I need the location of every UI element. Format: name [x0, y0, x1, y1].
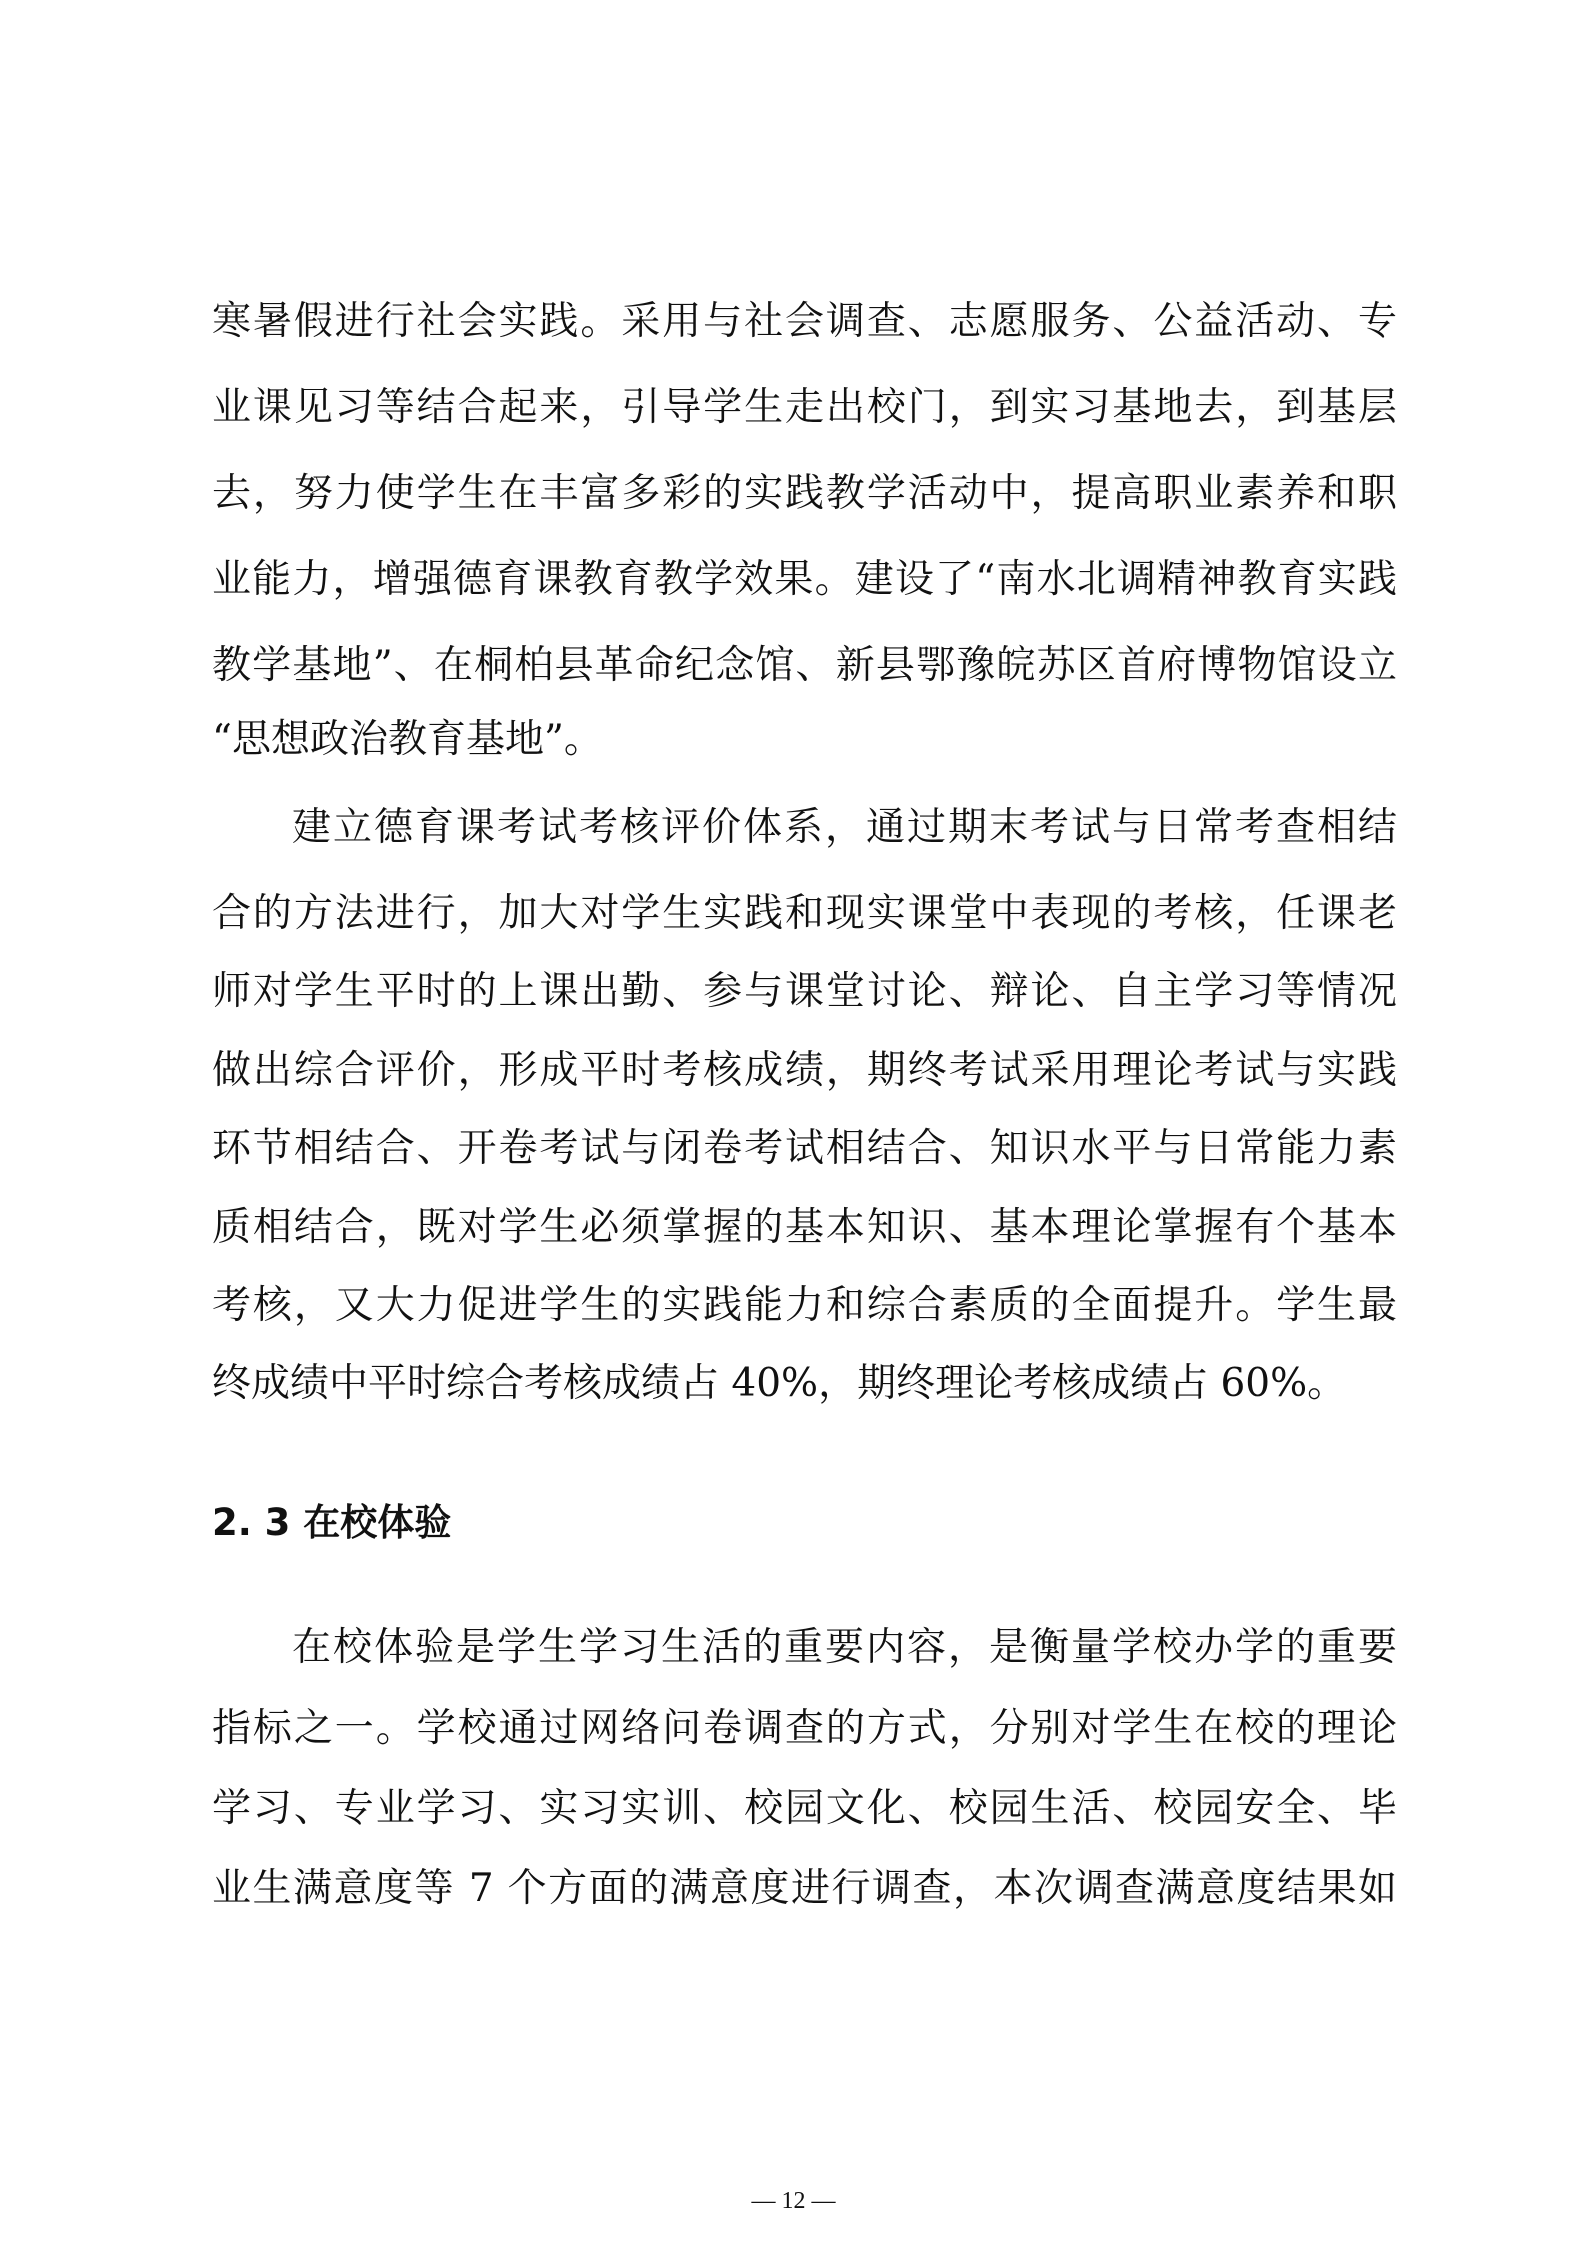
text-line: 合的方法进行，加大对学生实践和现实课堂中表现的考核，任课老 [212, 891, 1397, 936]
text-line: 指标之一。学校通过网络问卷调查的方式，分别对学生在校的理论 [212, 1706, 1397, 1751]
text-line: 师对学生平时的上课出勤、参与课堂讨论、辩论、自主学习等情况 [212, 969, 1397, 1014]
text-line: 质相结合，既对学生必须掌握的基本知识、基本理论掌握有个基本 [212, 1205, 1397, 1250]
text-line: 业生满意度等 7 个方面的满意度进行调查，本次调查满意度结果如 [212, 1866, 1397, 1911]
text-line: “思想政治教育基地”。 [212, 717, 603, 762]
text-line: 业能力，增强德育课教育教学效果。建设了“南水北调精神教育实践 [212, 557, 1397, 602]
text-line: 教学基地”、在桐柏县革命纪念馆、新县鄂豫皖苏区首府博物馆设立 [212, 643, 1397, 688]
text-line: 在校体验是学生学习生活的重要内容，是衡量学校办学的重要 [292, 1625, 1397, 1670]
text-line: 业课见习等结合起来，引导学生走出校门，到实习基地去，到基层 [212, 385, 1397, 430]
text-line: 考核，又大力促进学生的实践能力和综合素质的全面提升。学生最 [212, 1283, 1397, 1328]
text-line: 终成绩中平时综合考核成绩占 40%，期终理论考核成绩占 60%。 [212, 1361, 1347, 1406]
text-line: 学习、专业学习、实习实训、校园文化、校园生活、校园安全、毕 [212, 1786, 1397, 1831]
page-number: — 12 — [751, 2188, 836, 2214]
text-line: 寒暑假进行社会实践。采用与社会调查、志愿服务、公益活动、专 [212, 299, 1397, 344]
text-line: 去，努力使学生在丰富多彩的实践教学活动中，提高职业素养和职 [212, 471, 1397, 516]
text-line: 建立德育课考试考核评价体系，通过期末考试与日常考查相结 [292, 805, 1397, 850]
section-heading: 2. 3 在校体验 [212, 1501, 452, 1544]
text-line: 环节相结合、开卷考试与闭卷考试相结合、知识水平与日常能力素 [212, 1126, 1397, 1171]
text-line: 做出综合评价，形成平时考核成绩，期终考试采用理论考试与实践 [212, 1048, 1397, 1093]
